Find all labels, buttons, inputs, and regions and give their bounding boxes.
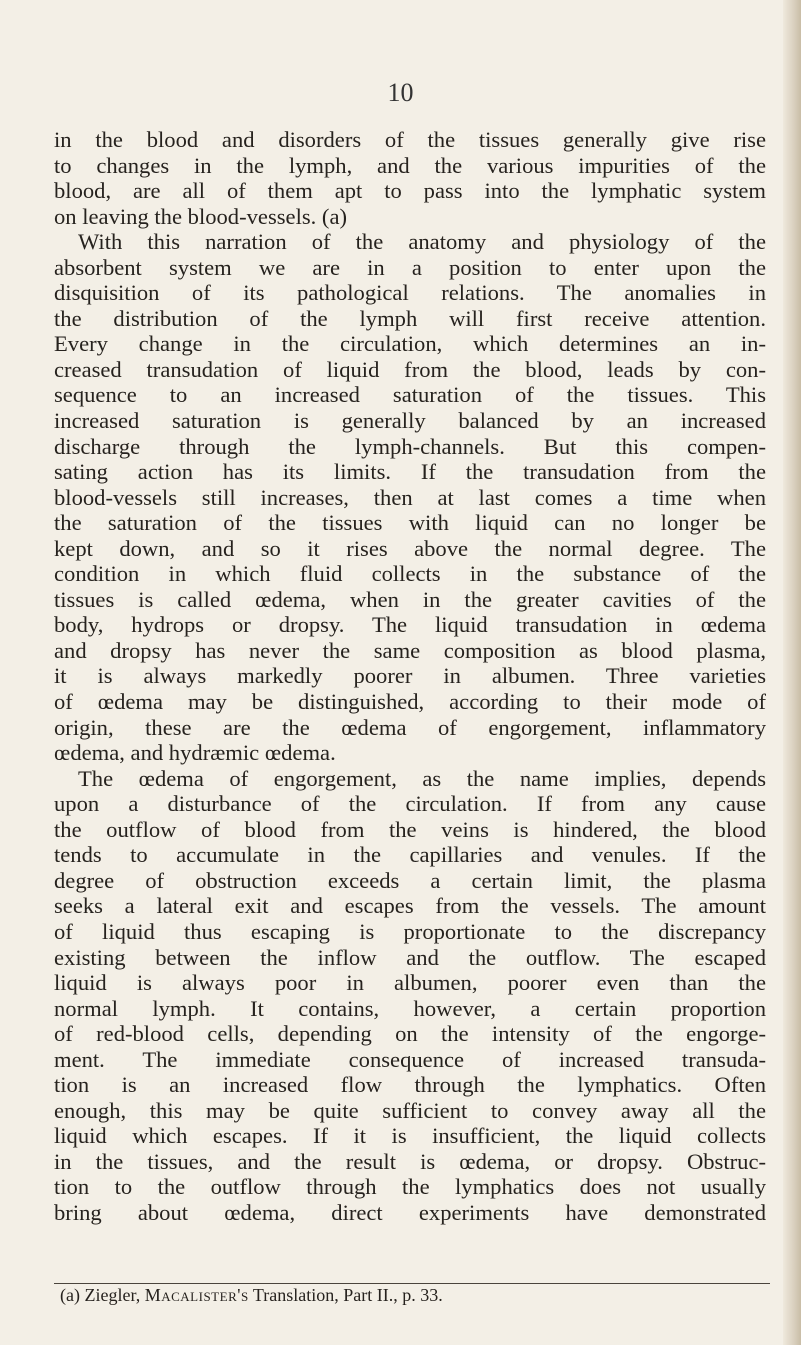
text-line: seeks a lateral exit and escapes from the vessels. The amount <box>54 893 766 919</box>
text-line: the outflow of blood from the veins is hindered, the blood <box>54 816 766 842</box>
text-line: ment. The immediate consequence of increased transuda- <box>54 1046 766 1072</box>
text-line: tion to the outflow through the lymphatics does not usually <box>54 1174 766 1200</box>
text-line: Every change in the circulation, which determines an in- <box>54 331 766 357</box>
footnote <box>60 1285 443 1306</box>
text-line: tends to accumulate in the capillaries and venules. If the <box>54 842 766 868</box>
text-line: liquid is always poor in albumen, poorer even than the <box>54 970 766 996</box>
text-line: disquisition of its pathological relations. The anomalies in <box>54 280 766 306</box>
footnote-rest: Translation, Part II., p. 33. <box>252 1285 443 1305</box>
footnote-translator: Macalister's <box>144 1285 249 1305</box>
paragraph <box>54 229 766 765</box>
text-line: absorbent system we are in a position to enter upon the <box>54 254 766 280</box>
text-line: blood-vessels still increases, then at last comes a time when <box>54 484 766 510</box>
footnote-rule <box>54 1283 770 1284</box>
text-line: sequence to an increased saturation of the tissues. This <box>54 382 766 408</box>
text-line: degree of obstruction exceeds a certain limit, the plasma <box>54 867 766 893</box>
text-line: in the tissues, and the result is œdema, or dropsy. Obstruc- <box>54 1148 766 1174</box>
text-line: in the blood and disorders of the tissues generally give rise <box>54 127 766 152</box>
text-line: With this narration of the anatomy and physiology of the <box>78 229 766 255</box>
text-line: the distribution of the lymph will first receive attention. <box>54 305 766 331</box>
text-line: of œdema may be distinguished, according to their mode of <box>54 689 766 715</box>
text-line: body, hydrops or dropsy. The liquid transudation in œdema <box>54 612 766 638</box>
text-line: condition in which fluid collects in the substance of the <box>54 561 766 587</box>
text-line: bring about œdema, direct experiments have demonstrated <box>54 1199 766 1225</box>
text-line: liquid which escapes. If it is insufficient, the liquid collects <box>54 1123 766 1149</box>
text-line: creased transudation of liquid from the blood, leads by con- <box>54 356 766 382</box>
text-line: of liquid thus escaping is proportionate to the discrepancy <box>54 918 766 944</box>
text-line: of red-blood cells, depending on the intensity of the engorge- <box>54 1021 766 1047</box>
text-line: increased saturation is generally balanced by an increased <box>54 408 766 434</box>
body-text <box>54 127 766 1226</box>
text-line: tion is an increased flow through the lymphatics. Often <box>54 1072 766 1098</box>
page-number: 10 <box>387 78 414 107</box>
footnote-marker: (a) <box>60 1285 80 1305</box>
text-line: and dropsy has never the same composition as blood plasma, <box>54 637 766 663</box>
paragraph <box>54 766 766 1226</box>
text-line: origin, these are the œdema of engorgement, inflammatory <box>54 714 766 740</box>
text-line: tissues is called œdema, when in the greater cavities of the <box>54 586 766 612</box>
footnote-author: Ziegler, <box>84 1285 141 1305</box>
text-line: kept down, and so it rises above the normal degree. The <box>54 535 766 561</box>
text-line: existing between the inflow and the outflow. The escaped <box>54 944 766 970</box>
text-line: discharge through the lymph-channels. But this compen- <box>54 433 766 459</box>
text-line: œdema, and hydræmic œdema. <box>54 740 336 766</box>
text-line: the saturation of the tissues with liquid can no longer be <box>54 510 766 536</box>
text-line: it is always markedly poorer in albumen. Three varieties <box>54 663 766 689</box>
text-line: sating action has its limits. If the transudation from the <box>54 459 766 485</box>
text-line: to changes in the lymph, and the various impurities of the <box>54 152 766 178</box>
text-line: blood, are all of them apt to pass into the lymphatic system <box>54 178 766 204</box>
text-line: upon a disturbance of the circulation. If from any cause <box>54 791 766 817</box>
text-line: The œdema of engorgement, as the name implies, depends <box>78 765 766 791</box>
text-line: on leaving the blood-vessels. (a) <box>54 203 348 229</box>
page-edge-shadow <box>783 0 801 1345</box>
text-line: normal lymph. It contains, however, a certain proportion <box>54 995 766 1021</box>
text-line: enough, this may be quite sufficient to convey away all the <box>54 1097 766 1123</box>
paragraph <box>54 127 766 229</box>
